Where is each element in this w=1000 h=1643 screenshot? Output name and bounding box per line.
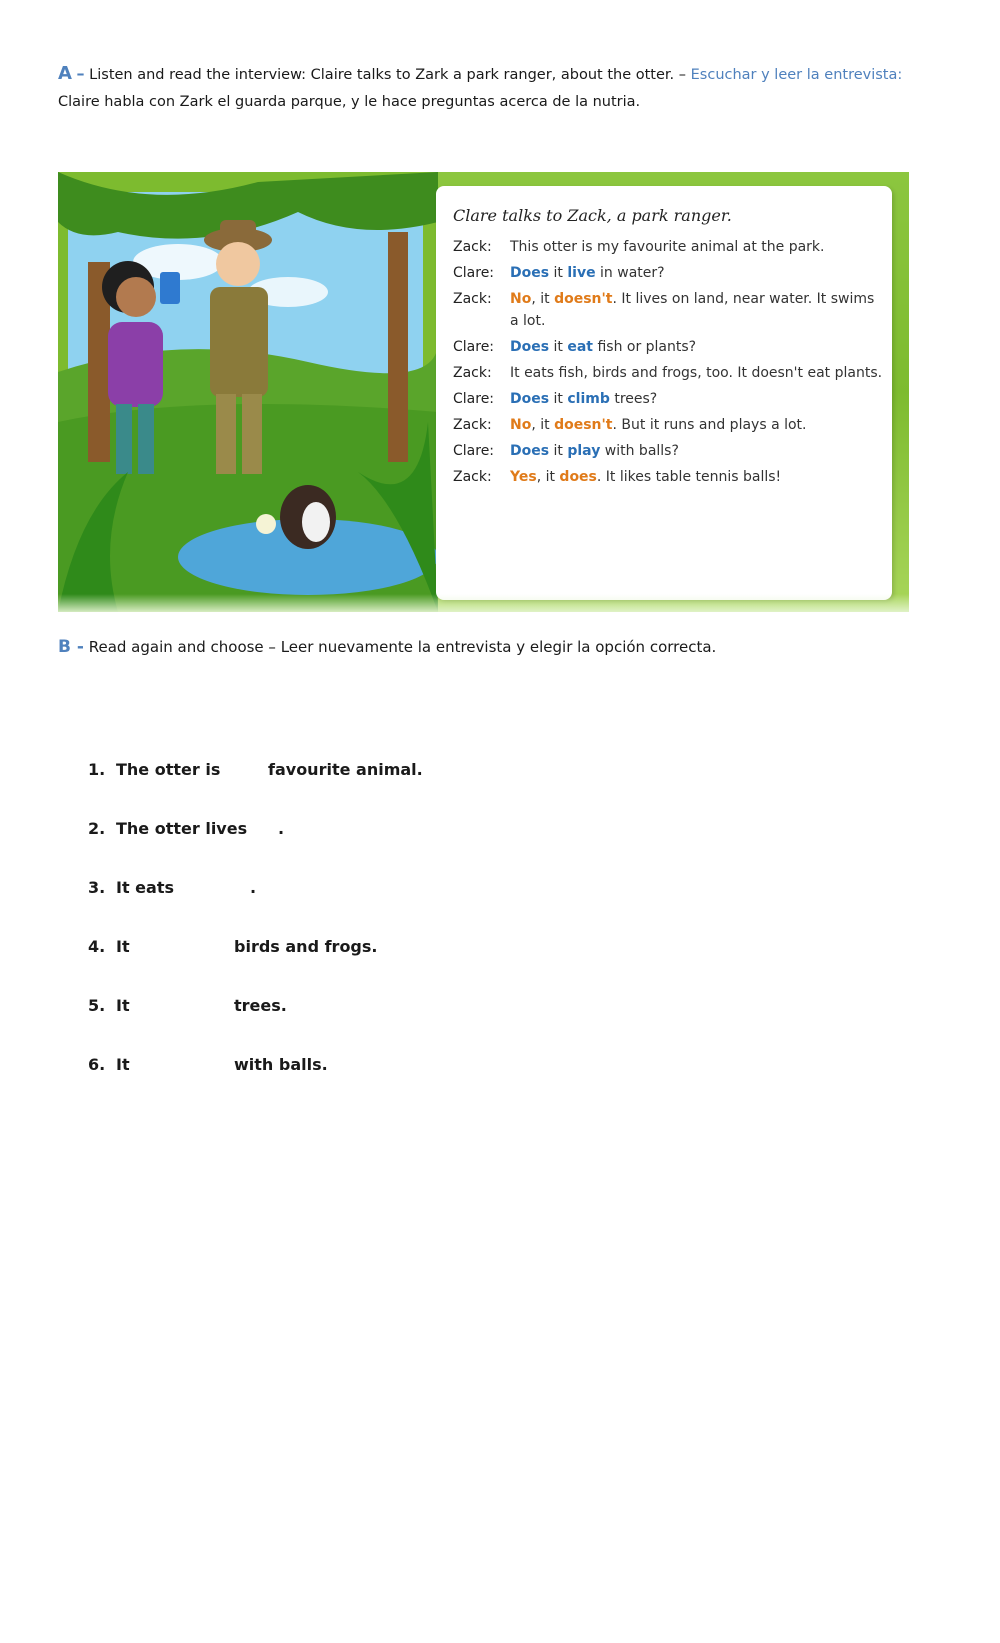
section-b-instructions: [58, 637, 716, 657]
girl-leg: [116, 404, 132, 474]
speaker-name: Zack:: [453, 469, 492, 485]
speaker-name: Clare:: [453, 265, 495, 281]
highlighted-word: doesn't: [554, 291, 613, 307]
section-a-dash: –: [76, 64, 85, 83]
speech-fragment: it: [549, 339, 568, 355]
question-text-before: It: [116, 1055, 130, 1074]
highlighted-word: climb: [567, 391, 610, 407]
dialogue-line: [453, 440, 883, 462]
speech-text: [510, 440, 883, 462]
question-text-after: trees.: [234, 996, 287, 1015]
otter-belly: [302, 502, 330, 542]
section-a-instructions: [58, 60, 958, 116]
speaker-name: Clare:: [453, 443, 495, 459]
speech-text: [510, 236, 883, 258]
dialogue-line: [453, 236, 883, 258]
ranger-shirt: [210, 287, 268, 397]
highlighted-word: doesn't: [554, 417, 613, 433]
highlighted-word: No: [510, 417, 532, 433]
instruction-es-2: Claire habla con Zark el guarda parque, y le hace preguntas acerca de la nutria.: [58, 94, 641, 110]
speech-fragment: it: [549, 265, 568, 281]
speech-text: [510, 466, 883, 488]
speech-fragment: in water?: [595, 265, 665, 281]
speech-fragment: with balls?: [600, 443, 679, 459]
speaker-name: Clare:: [453, 339, 495, 355]
highlighted-word: Yes: [510, 469, 537, 485]
question-number: 6.: [88, 1055, 106, 1074]
ranger-face: [216, 242, 260, 286]
highlighted-word: No: [510, 291, 532, 307]
question-text-before: The otter lives: [116, 819, 248, 838]
speech-fragment: . But it runs and plays a lot.: [612, 417, 807, 433]
speech-text: [510, 388, 883, 410]
question-text-before: The otter is: [116, 760, 221, 779]
instruction-es-1: Escuchar y leer la entrevista:: [690, 67, 903, 83]
dialogue-line: [453, 466, 883, 488]
speaker-name: Zack:: [453, 239, 492, 255]
section-b-letter: B -: [58, 637, 84, 657]
speech-fragment: , it: [531, 291, 555, 307]
dialogue-line: [453, 336, 883, 358]
speech-fragment: fish or plants?: [593, 339, 697, 355]
question-text-before: It eats: [116, 878, 174, 897]
section-b-text: Read again and choose – Leer nuevamente la entrevista y elegir la opción correcta.: [88, 638, 717, 656]
speaker-name: Zack:: [453, 365, 492, 381]
interview-figure: [58, 172, 909, 612]
speech-text: [510, 288, 883, 332]
highlighted-word: Does: [510, 265, 550, 281]
question-text-after: with balls.: [234, 1055, 328, 1074]
phone-icon: [160, 272, 180, 304]
question-text-before: It: [116, 937, 130, 956]
dialogue-line: [453, 414, 883, 436]
speech-fragment: . It likes table tennis balls!: [596, 469, 782, 485]
park-illustration: [58, 172, 438, 612]
question-number: 2.: [88, 819, 106, 838]
question-text-after: favourite animal.: [268, 760, 423, 779]
question-number: 3.: [88, 878, 106, 897]
section-a-line-1: [58, 60, 958, 89]
girl-face: [116, 277, 156, 317]
instruction-separator: –: [678, 67, 687, 83]
girl-sweater: [108, 322, 163, 407]
speech-text: [510, 336, 883, 358]
question-number: 4.: [88, 937, 106, 956]
speech-fragment: it: [549, 443, 568, 459]
speech-text: [510, 414, 883, 436]
speaker-name: Clare:: [453, 391, 495, 407]
ranger-leg: [242, 394, 262, 474]
highlighted-word: Does: [510, 339, 550, 355]
dialogue-panel: [436, 186, 892, 600]
dialogue-line: [453, 288, 883, 332]
dialogue-lines: [453, 236, 883, 492]
instruction-en: Listen and read the interview: Claire talks to Zark a park ranger, about the otter.: [89, 67, 675, 83]
speech-text: [510, 362, 883, 384]
speech-fragment: This otter is my favourite animal at the park.: [510, 239, 825, 255]
highlighted-word: Does: [510, 443, 550, 459]
question-text-after: birds and frogs.: [234, 937, 378, 956]
question-text-before: It: [116, 996, 130, 1015]
question-text-after: .: [250, 878, 257, 897]
speech-fragment: trees?: [609, 391, 658, 407]
highlighted-word: live: [567, 265, 596, 281]
highlighted-word: Does: [510, 391, 550, 407]
speech-fragment: . It lives on land, near water. It swims a lot.: [510, 291, 875, 329]
tree-trunk: [388, 232, 408, 462]
question-text-after: .: [278, 819, 285, 838]
section-a-letter: A: [58, 63, 72, 84]
dialogue-line: [453, 388, 883, 410]
highlighted-word: eat: [567, 339, 593, 355]
ranger-leg: [216, 394, 236, 474]
highlighted-word: does: [559, 469, 597, 485]
ranger-hat-top: [220, 220, 256, 240]
dialogue-title: Clare talks to Zack, a park ranger.: [453, 206, 732, 225]
dialogue-line: [453, 262, 883, 284]
dialogue-line: [453, 362, 883, 384]
question-number: 1.: [88, 760, 106, 779]
girl-leg: [138, 404, 154, 474]
speaker-name: Zack:: [453, 417, 492, 433]
question-number: 5.: [88, 996, 106, 1015]
speaker-name: Zack:: [453, 291, 492, 307]
speech-text: [510, 262, 883, 284]
speech-fragment: it: [549, 391, 568, 407]
speech-fragment: , it: [536, 469, 560, 485]
speech-fragment: It eats fish, birds and frogs, too. It doesn't eat plants.: [510, 365, 883, 381]
highlighted-word: play: [567, 443, 601, 459]
speech-fragment: , it: [531, 417, 555, 433]
tennis-ball-icon: [256, 514, 276, 534]
